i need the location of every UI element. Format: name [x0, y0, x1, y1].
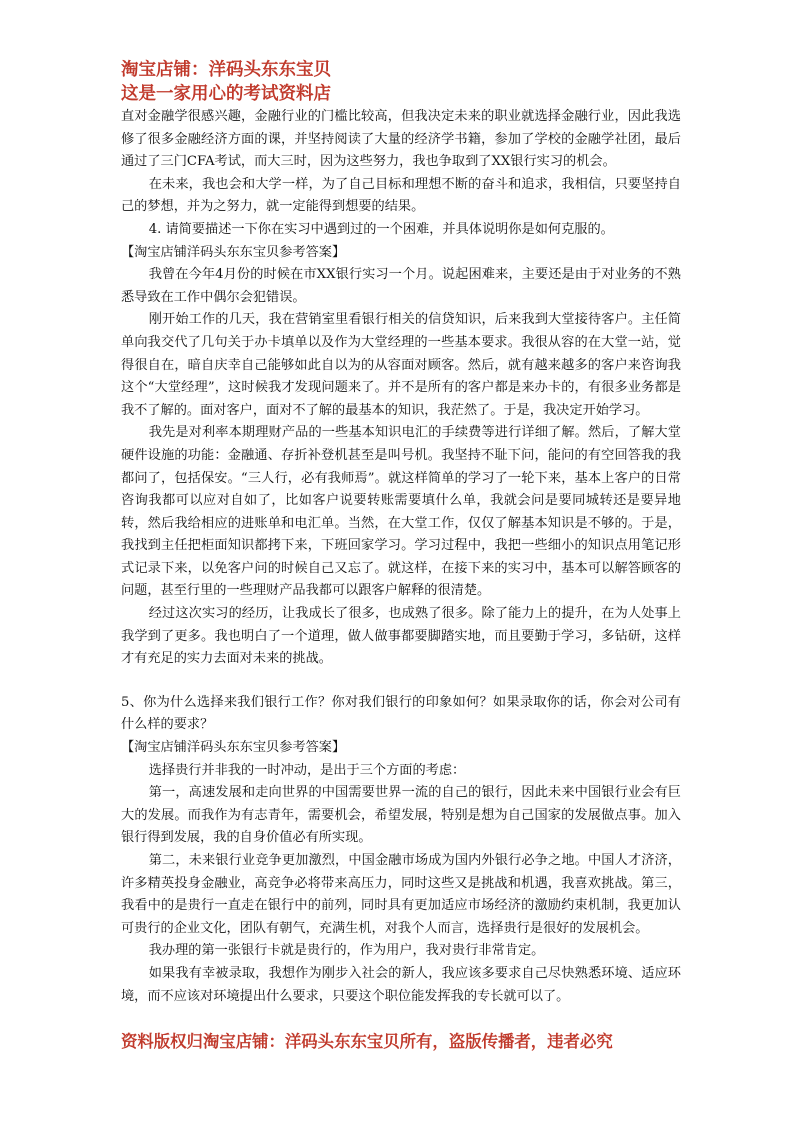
paragraph: 我先是对利率本期理财产品的一些基本知识电汇的手续费等进行详细了解。然后，了解大堂硬件设施的功能：金融通、存折补登机甚至是叫号机。我坚持不耻下问，能问的有空回答我的我都问了，包括保安。“三人行，必有我师焉”。就这样简单的学习了一轮下来，基本上客户的日常咨询我都可以应对自如了，比如客户说要转账需要填什么单，我就会问是要同城转还是要异地转，然后我给相应的进账单和电汇单。当然，在大堂工作，仅仅了解基本知识是不够的。于是，我找到主任把柜面知识都拷下来，下班回家学习。学习过程中，我把一些细小的知识点用笔记形式记录下来，以免客户问的时候自己又忘了。就这样，在接下来的实习中，基本可以解答顾客的问题，甚至行里的一些理财产品我都可以跟客户解释的很清楚。 [121, 425, 681, 599]
shop-name-line: 淘宝店铺：洋码头东东宝贝 [121, 60, 331, 80]
paragraph: 刚开始工作的几天，我在营销室里看银行相关的信贷知识，后来我到大堂接待客户。主任简单向我交代了几句关于办卡填单以及作为大堂经理的一些基本要求。我很从容的在大堂一站，觉得很自在，暗自庆幸自己能够如此自以为的从容面对顾客。然后，就有越来越多的客户来咨询我这个“大堂经理”，这时候我才发现问题来了。并不是所有的客户都是来办卡的，有很多业务都是我不了解的。面对客户，面对不了解的最基本的知识，我茫然了。于是，我决定开始学习。 [121, 312, 681, 418]
paragraph: 我办理的第一张银行卡就是贵行的，作为用户，我对贵行非常肯定。 [148, 943, 545, 959]
question-5: 5、你为什么选择来我们银行工作？你对我们银行的印象如何？如果录取你的话，你会对公司有什么样的要求？ [121, 694, 681, 733]
shop-slogan-line: 这是一家用心的考试资料店 [121, 84, 331, 104]
paragraph: 我曾在今年4月份的时候在市XX银行实习一个月。说起困难来，主要还是由于对业务的不熟悉导致在工作中偶尔会犯错误。 [121, 267, 681, 305]
copyright-notice: 资料版权归淘宝店铺：洋码头东东宝贝所有，盗版传播者，违者必究 [121, 1032, 613, 1051]
question-4: 4. 请简要描述一下你在实习中遇到过的一个困难，并具体说明你是如何克服的。 [148, 221, 614, 237]
shop-header [121, 58, 681, 106]
paragraph: 在未来，我也会和大学一样，为了自己目标和理想不断的奋斗和追求，我相信，只要坚持自己的梦想，并为之努力，就一定能得到想要的结果。 [121, 176, 681, 215]
paragraph: 第二，未来银行业竞争更加激烈，中国金融市场成为国内外银行必争之地。中国人才济济，许多精英投身金融业，高竞争必将带来高压力，同时这些又是挑战和机遇，我喜欢挑战。第三，我看中的是贵行一直走在银行中的前列，同时具有更加适应市场经济的激励约束机制，我更加认可贵行的企业文化，团队有朝气，充满生机，对我个人而言，选择贵行是很好的发展机会。 [121, 853, 681, 936]
paragraph: 第一，高速发展和走向世界的中国需要世界一流的自己的银行，因此未来中国银行业会有巨大的发展。而我作为有志青年，需要机会，希望发展，特别是想为自己国家的发展做点事。加入银行得到发展，我的自身价值必有所实现。 [121, 785, 681, 846]
paragraph: 选择贵行并非我的一时冲动，是出于三个方面的考虑： [148, 762, 466, 778]
paragraph: 如果我有幸被录取，我想作为刚步入社会的新人，我应该多要求自己尽快熟悉环境、适应环境，而不应该对环境提出什么要求，只要这个职位能发挥我的专长就可以了。 [121, 965, 681, 1004]
answer-label: 【淘宝店铺洋码头东东宝贝参考答案】 [121, 740, 346, 756]
document-body [121, 106, 681, 1008]
paragraph: 直对金融学很感兴趣，金融行业的门槛比较高，但我决定未来的职业就选择金融行业，因此我选修了很多金融经济方面的课，并坚持阅读了大量的经济学书籍，参加了学校的金融学社团，最后通过了三门CFA考试，而大三时，因为这些努力，我也争取到了XX银行实习的机会。 [121, 109, 681, 170]
paragraph: 经过这次实习的经历，让我成长了很多，也成熟了很多。除了能力上的提升，在为人处事上我学到了更多。我也明白了一个道理，做人做事都要脚踏实地，而且要勤于学习，多钻研，这样才有充足的实力去面对未来的挑战。 [121, 606, 681, 667]
answer-label: 【淘宝店铺洋码头东东宝贝参考答案】 [121, 244, 346, 260]
